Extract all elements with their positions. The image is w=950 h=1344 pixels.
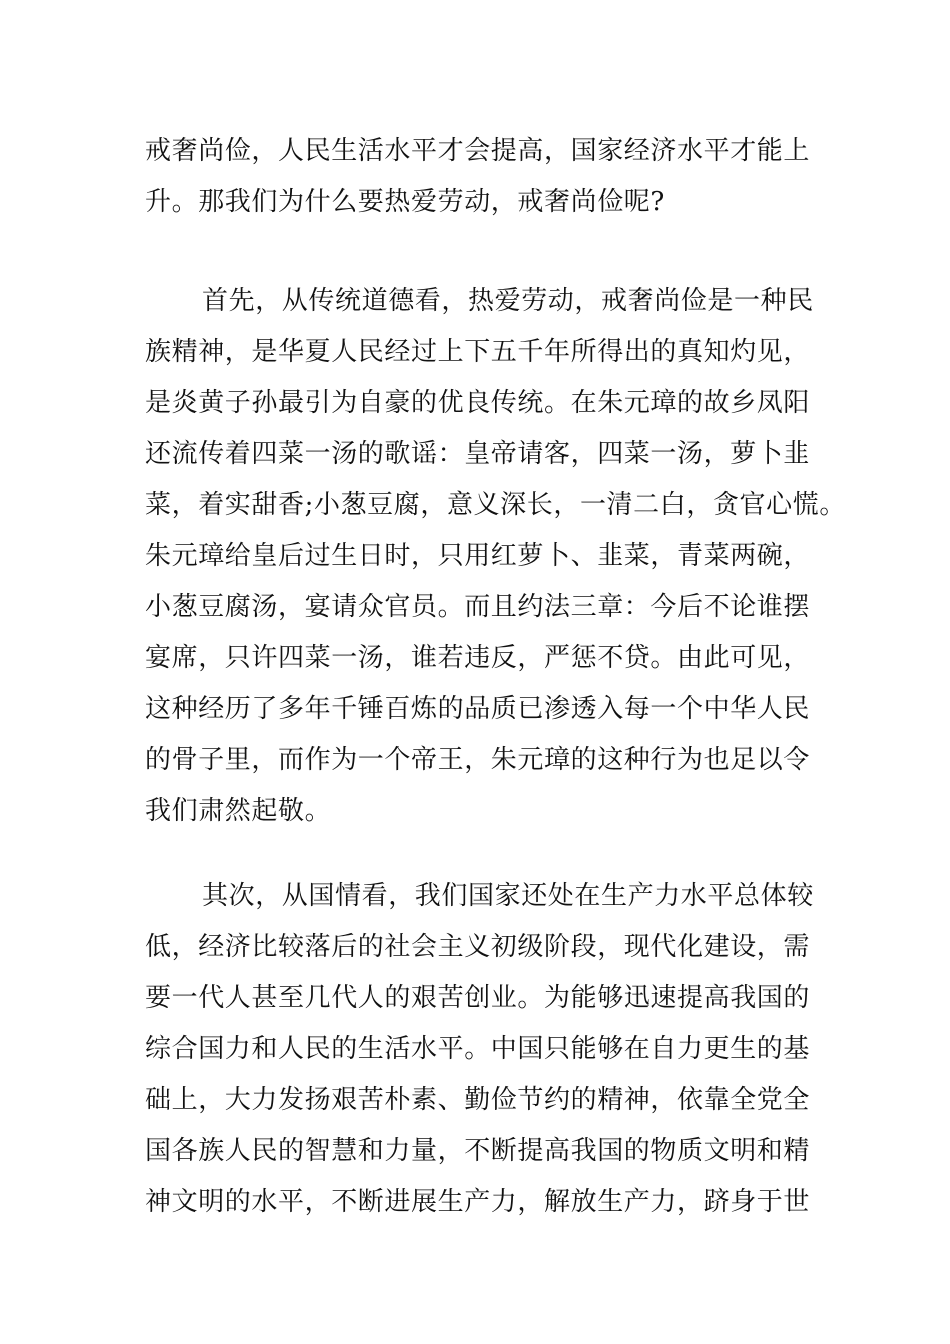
text-line: 这种经历了多年千锤百炼的品质已渗透入每一个中华人民 (145, 694, 811, 724)
text-line: 综合国力和人民的生活水平。中国只能够在自力更生的基 (145, 1034, 811, 1064)
text-line: 还流传着四菜一汤的歌谣：皇帝请客，四菜一汤，萝卜韭 (145, 439, 811, 469)
text-line: 首先，从传统道德看，热爱劳动，戒奢尚俭是一种民 (202, 286, 814, 316)
text-line: 的骨子里，而作为一个帝王，朱元璋的这种行为也足以令 (145, 745, 811, 775)
text-line: 础上，大力发扬艰苦朴素、勤俭节约的精神，依靠全党全 (145, 1085, 811, 1115)
text-line: 国各族人民的智慧和力量，不断提高我国的物质文明和精 (145, 1136, 811, 1166)
paragraph-3 (145, 871, 825, 1228)
text-line: 是炎黄子孙最引为自豪的优良传统。在朱元璋的故乡凤阳 (145, 388, 811, 418)
paragraph-2 (145, 276, 846, 837)
text-line: 神文明的水平，不断进展生产力，解放生产力，跻身于世 (145, 1187, 811, 1217)
text-line: 其次，从国情看，我们国家还处在生产力水平总体较 (202, 881, 814, 911)
text-line: 宴席，只许四菜一汤，谁若违反，严惩不贷。由此可见， (145, 643, 811, 673)
text-line: 低，经济比较落后的社会主义初级阶段，现代化建设，需 (145, 932, 811, 962)
text-line: 族精神，是华夏人民经过上下五千年所得出的真知灼见， (145, 337, 811, 367)
text-line: 朱元璋给皇后过生日时，只用红萝卜、韭菜，青菜两碗， (145, 541, 811, 571)
text-line: 菜，着实甜香;小葱豆腐，意义深长，一清二白，贪官心慌。 (145, 490, 846, 520)
text-line: 要一代人甚至几代人的艰苦创业。为能够迅速提高我国的 (145, 983, 811, 1013)
paragraph-1 (145, 126, 825, 228)
text-line: 升。那我们为什么要热爱劳动，戒奢尚俭呢? (145, 187, 665, 217)
text-line: 小葱豆腐汤，宴请众官员。而且约法三章：今后不论谁摆 (145, 592, 811, 622)
text-line: 戒奢尚俭，人民生活水平才会提高，国家经济水平才能上 (145, 136, 811, 166)
text-line: 我们肃然起敬。 (145, 796, 332, 826)
